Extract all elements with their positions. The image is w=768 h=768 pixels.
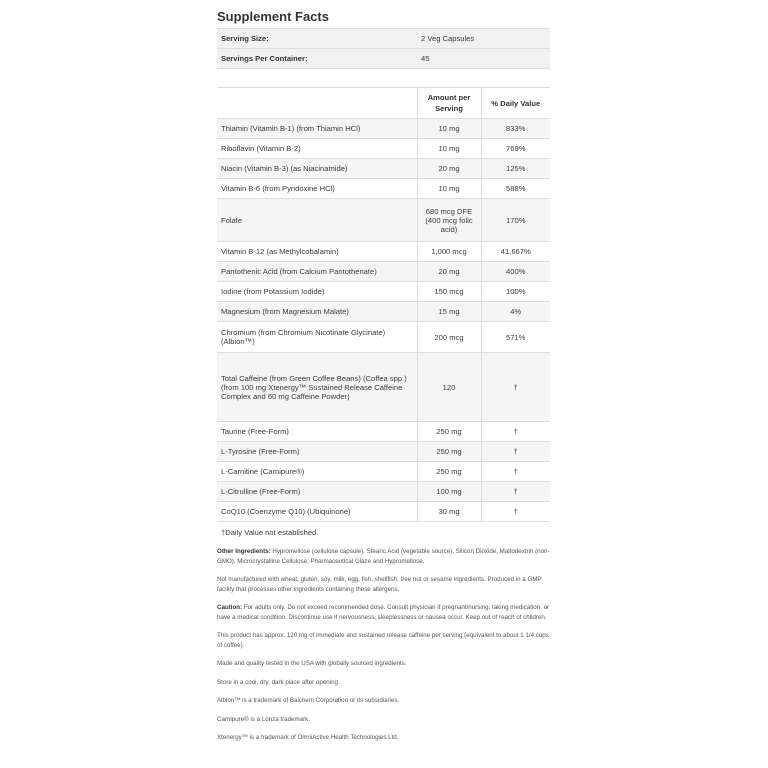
nutrient-amount: 100 mg xyxy=(417,482,481,502)
nutrient-amount: 20 mg xyxy=(417,262,481,282)
nutrient-row xyxy=(217,442,550,462)
label-notes xyxy=(217,547,552,751)
nutrient-row xyxy=(217,139,550,159)
nutrient-row xyxy=(217,159,550,179)
nutrient-amount: 10 mg xyxy=(417,119,481,139)
albion-trademark: Albion™ is a trademark of Balchem Corporation or its subsidiaries. xyxy=(217,697,400,705)
nutrient-row xyxy=(217,302,550,322)
nutrient-row xyxy=(217,179,550,199)
nutrient-daily-value: † xyxy=(481,462,550,482)
nutrient-name: Chromium (from Chromium Nicotinate Glycinate) (Albion™) xyxy=(217,322,417,353)
amount-per-serving-header: Amount per Serving xyxy=(417,88,481,119)
nutrient-amount: 250 mg xyxy=(417,422,481,442)
storage-statement: Store in a cool, dry, dark place after opening. xyxy=(217,678,340,686)
nutrient-daily-value: 588% xyxy=(481,179,550,199)
nutrient-daily-value: 4% xyxy=(481,302,550,322)
nutrient-amount: 30 mg xyxy=(417,502,481,522)
daily-value-header: % Daily Value xyxy=(481,88,550,119)
nutrient-name: Riboflavin (Vitamin B-2) xyxy=(217,139,417,159)
nutrient-amount: 10 mg xyxy=(417,179,481,199)
nutrient-name: Thiamin (Vitamin B-1) (from Thiamin HCl) xyxy=(217,119,417,139)
xtenergy-trademark: Xtenergy™ is a trademark of OmniActive Health Technologies Ltd. xyxy=(217,733,399,741)
nutrient-name: Total Caffeine (from Green Coffee Beans) (Coffea spp.) (from 100 mg Xtenergy™ Sustained Release Caffeine Complex and 60 mg Caffeine Powder) xyxy=(217,353,417,422)
nutrient-row xyxy=(217,462,550,482)
nutrient-daily-value: 571% xyxy=(481,322,550,353)
nutrient-daily-value: 125% xyxy=(481,159,550,179)
nutrient-name: Pantothenic Acid (from Calcium Pantothenate) xyxy=(217,262,417,282)
nutrient-amount: 1,000 mcg xyxy=(417,242,481,262)
nutrient-daily-value: † xyxy=(481,353,550,422)
nutrient-row xyxy=(217,422,550,442)
nutrient-name: Vitamin B-12 (as Methylcobalamin) xyxy=(217,242,417,262)
carnipure-trademark: Carnipure® is a Lonza trademark. xyxy=(217,715,310,723)
nutrient-row xyxy=(217,199,550,242)
nutrient-daily-value: 833% xyxy=(481,119,550,139)
nutrient-name: Iodine (from Potassium Iodide) xyxy=(217,282,417,302)
nutrient-amount: 250 mg xyxy=(417,462,481,482)
nutrient-daily-value: † xyxy=(481,502,550,522)
servings-per-container-label: Servings Per Container: xyxy=(217,49,417,69)
supplement-facts-table xyxy=(217,28,550,542)
nutrient-name: Magnesium (from Magnesium Malate) xyxy=(217,302,417,322)
nutrient-daily-value: 41,667% xyxy=(481,242,550,262)
nutrient-amount: 150 mcg xyxy=(417,282,481,302)
caffeine-statement: This product has approx. 120 mg of immediate and sustained release caffeine per serving (equivalent to about 1 1/4 cups of coffee). xyxy=(217,632,549,649)
nutrient-name: Niacin (Vitamin B-3) (as Niacinamide) xyxy=(217,159,417,179)
nutrient-row xyxy=(217,482,550,502)
table-header-row xyxy=(217,88,550,119)
nutrient-amount: 10 mg xyxy=(417,139,481,159)
made-in-usa-statement: Made and quality tested in the USA with globally sourced ingredients. xyxy=(217,660,407,668)
nutrient-name: Vitamin B-6 (from Pyridoxine HCl) xyxy=(217,179,417,199)
nutrient-daily-value: † xyxy=(481,442,550,462)
nutrient-daily-value: † xyxy=(481,422,550,442)
nutrient-row xyxy=(217,282,550,302)
nutrient-name: Taurine (Free-Form) xyxy=(217,422,417,442)
caution-statement: Caution: For adults only. Do not exceed recommended dose. Consult physician if pregnant/nursing, taking medication, or have a medical condition. Discontinue use if nervousness, sleeplessness or nausea occur. Keep out of reach of children. xyxy=(217,604,550,621)
nutrient-name: Folate xyxy=(217,199,417,242)
nutrient-row xyxy=(217,322,550,353)
nutrient-row xyxy=(217,262,550,282)
nutrient-row xyxy=(217,353,550,422)
serving-size-row xyxy=(217,29,550,49)
servings-per-container-value: 45 xyxy=(417,49,550,69)
nutrient-row xyxy=(217,119,550,139)
nutrient-daily-value: 170% xyxy=(481,199,550,242)
nutrient-amount: 20 mg xyxy=(417,159,481,179)
nutrient-name: L-Tyrosine (Free-Form) xyxy=(217,442,417,462)
nutrient-amount: 15 mg xyxy=(417,302,481,322)
other-ingredients: Other Ingredients: Hypromellose (cellulose capsule), Stearic Acid (vegetable source), Silicon Dioxide, Maltodextrin (non-GMO), Microcrystalline Cellulose, Pharmaceutical Glaze and Hypromellose. xyxy=(217,548,550,565)
serving-size-value: 2 Veg Capsules xyxy=(417,29,550,49)
nutrient-amount: 680 mcg DFE (400 mcg folic acid) xyxy=(417,199,481,242)
nutrient-amount: 200 mcg xyxy=(417,322,481,353)
page-title: Supplement Facts xyxy=(217,9,329,24)
servings-per-container-row xyxy=(217,49,550,69)
nutrient-row xyxy=(217,242,550,262)
nutrient-daily-value: 400% xyxy=(481,262,550,282)
nutrient-name: L-Citrulline (Free-Form) xyxy=(217,482,417,502)
nutrient-name: L-Carnitine (Carnipure®) xyxy=(217,462,417,482)
daily-value-footnote: †Daily Value not established. xyxy=(221,527,319,537)
nutrient-name: CoQ10 (Coenzyme Q10) (Ubiquinone) xyxy=(217,502,417,522)
nutrient-daily-value: † xyxy=(481,482,550,502)
nutrient-daily-value: 100% xyxy=(481,282,550,302)
nutrient-row xyxy=(217,502,550,522)
nutrient-amount: 120 xyxy=(417,353,481,422)
nutrient-daily-value: 769% xyxy=(481,139,550,159)
serving-size-label: Serving Size: xyxy=(217,29,417,49)
allergen-statement: Not manufactured with wheat, gluten, soy, milk, egg, fish, shellfish, tree nut or sesame ingredients. Produced in a GMP facility that processes other ingredients containing these allergens. xyxy=(217,576,542,593)
supplement-facts-panel xyxy=(217,6,550,542)
nutrient-amount: 250 mg xyxy=(417,442,481,462)
